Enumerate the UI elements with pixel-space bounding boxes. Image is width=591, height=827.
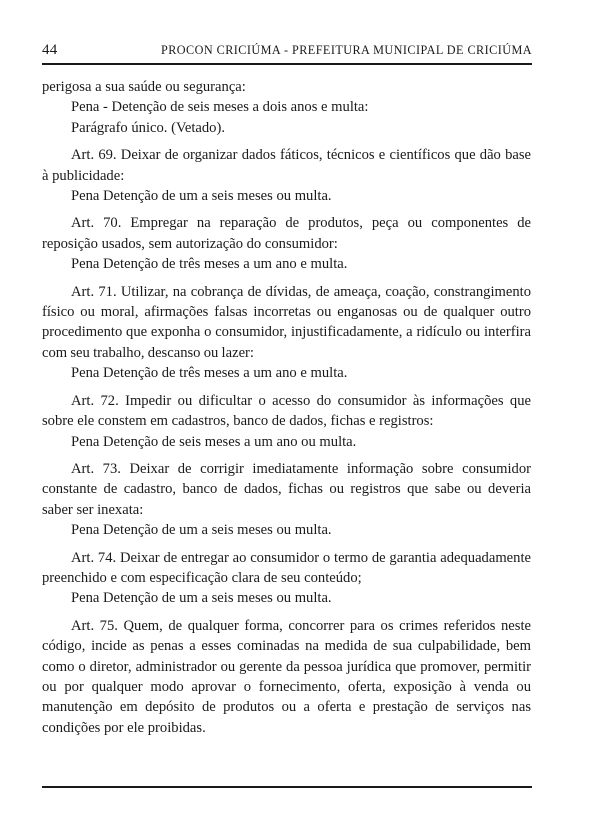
paragraph-penalty: Pena Detenção de seis meses a um ano ou multa. [71,433,357,450]
paragraph-art-75: Art. 75. Quem, de qualquer forma, concorrer para os crimes referidos neste código, incide as penas a esses cominadas na medida de sua culpabilidade, bem como o diretor, administrador ou gerente da pessoa jurídica que promover, permitir ou por qualquer modo aprovar o fornecimento, oferta, exposição à venda ou manutenção em depósito de produtos ou a oferta e prestação de serviços nas condições por ele proibidas. [42,617,531,736]
paragraph-art-71: Art. 71. Utilizar, na cobrança de dívidas, de ameaça, coação, constrangimento físico ou moral, afirmações falsas incorretas ou enganosas ou de qualquer outro procedimento que exponha o consumidor, injustificadamente, a ridículo ou interfira com seu trabalho, descanso ou lazer: [42,283,531,361]
paragraph-art-74: Art. 74. Deixar de entregar ao consumidor o termo de garantia adequadamente preenchido e com especificação clara de seu conteúdo; [42,549,531,586]
page-body [42,77,531,738]
paragraph-penalty: Pena Detenção de um a seis meses ou multa. [71,522,332,539]
paragraph-art-69: Art. 69. Deixar de organizar dados fáticos, técnicos e científicos que dão base à publicidade: [42,147,531,184]
page-number: 44 [42,42,58,58]
paragraph-continuation: perigosa a sua saúde ou segurança: [42,79,246,95]
paragraph-penalty: Pena Detenção de um a seis meses ou multa. [71,188,332,205]
paragraph-penalty: Pena Detenção de um a seis meses ou multa. [71,590,332,607]
paragraph-sole-paragraph: Parágrafo único. (Vetado). [71,119,225,136]
paragraph-penalty: Pena Detenção de três meses a um ano e multa. [71,365,348,382]
paragraph-penalty: Pena - Detenção de seis meses a dois anos e multa: [71,99,369,116]
paragraph-art-72: Art. 72. Impedir ou dificultar o acesso do consumidor às informações que sobre ele constem em cadastros, banco de dados, fichas e registros: [42,392,531,430]
paragraph-penalty: Pena Detenção de três meses a um ano e multa. [71,256,348,273]
paragraph-art-73: Art. 73. Deixar de corrigir imediatamente informação sobre consumidor constante de cadastro, banco de dados, fichas ou registros que sabe ou deveria saber ser inexata: [42,460,531,518]
header-rule [42,63,532,65]
running-title: PROCON CRICIÚMA - PREFEITURA MUNICIPAL DE CRICIÚMA [160,43,532,57]
paragraph-art-70: Art. 70. Empregar na reparação de produtos, peça ou componentes de reposição usados, sem autorização do consumidor: [42,215,531,252]
footer-rule [42,786,532,788]
